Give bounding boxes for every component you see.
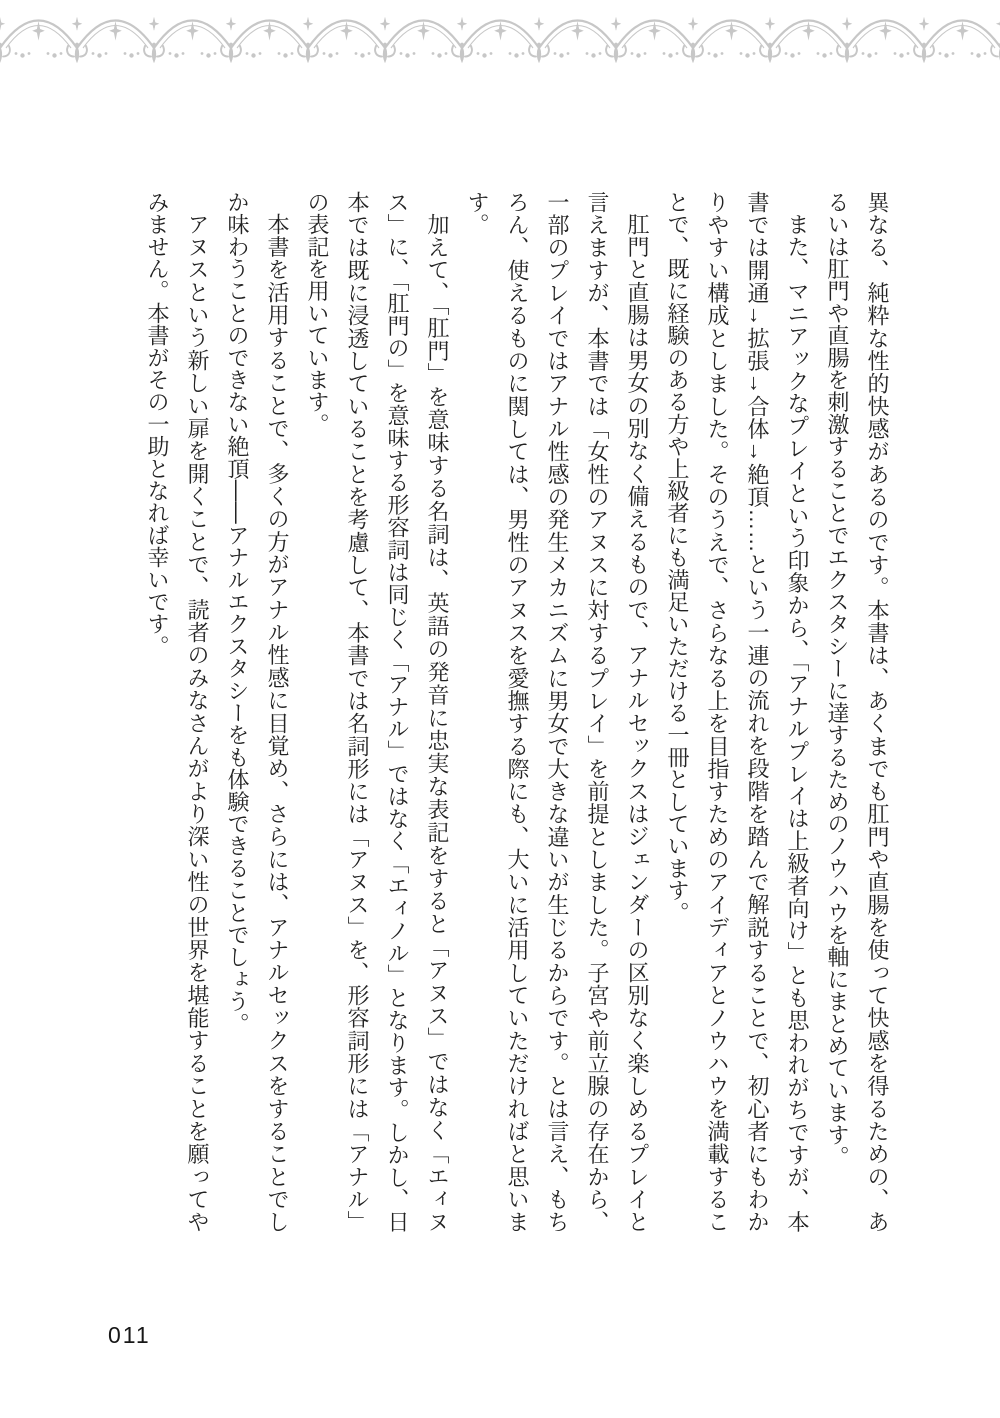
paragraph-4: 加えて、「肛門」を意味する名詞は、英語の発音に忠実な表記をすると「アヌス」ではなく「エィヌス」に、「肛門の」を意味する形容詞は同じく「アナル」ではなく「エィノル」となります。しかし、日本では既に浸透していることを考慮して、本書では名詞形には「アヌス」を、形容詞形には「アナル」の表記を用いています。 bbox=[305, 191, 450, 1233]
paragraph-2: また、マニアックなプレイという印象から、「アナルプレイは上級者向け」とも思われがちですが、本書では開通→拡張→合体→絶頂……という一連の流れを段階を踏んで解説することで、初心者にもわかりやすい構成としました。そのうえで、さらなる上を目指すためのアイディアとノウハウを満載することで、既に経験のある方や上級者にも満足いただける一冊としています。 bbox=[665, 191, 810, 1233]
page-number: 011 bbox=[108, 1322, 151, 1348]
paragraph-3: 肛門と直腸は男女の別なく備えるもので、アナルセックスはジェンダーの区別なく楽しめるプレイと言えますが、本書では「女性のアヌスに対するプレイ」を前提としました。子宮や前立腺の存在から、一部のプレイではアナル性感の発生メカニズムに男女で大きな違いが生じるからです。とは言え、もちろん、使えるものに関しては、男性のアヌスを愛撫する際にも、大いに活用していただければと思います。 bbox=[465, 191, 650, 1233]
paragraph-6: アヌスという新しい扉を開くことで、読者のみなさんがより深い性の世界を堪能することを願ってやみません。本書がその一助となれば幸いです。 bbox=[145, 191, 210, 1233]
paragraph-1: 異なる、純粋な性的快感があるのです。本書は、あくまでも肛門や直腸を使って快感を得るための、あるいは肛門や直腸を刺激することでエクスタシーに達するためのノウハウを軸にまとめています。 bbox=[825, 191, 890, 1233]
body-text bbox=[137, 191, 897, 1233]
decorative-lace-border-icon bbox=[0, 6, 1000, 66]
paragraph-5: 本書を活用することで、多くの方がアナル性感に目覚め、さらには、アナルセックスをすることでしか味わうことのできない絶頂――アナルエクスタシーをも体験できることでしょう。 bbox=[225, 191, 290, 1233]
